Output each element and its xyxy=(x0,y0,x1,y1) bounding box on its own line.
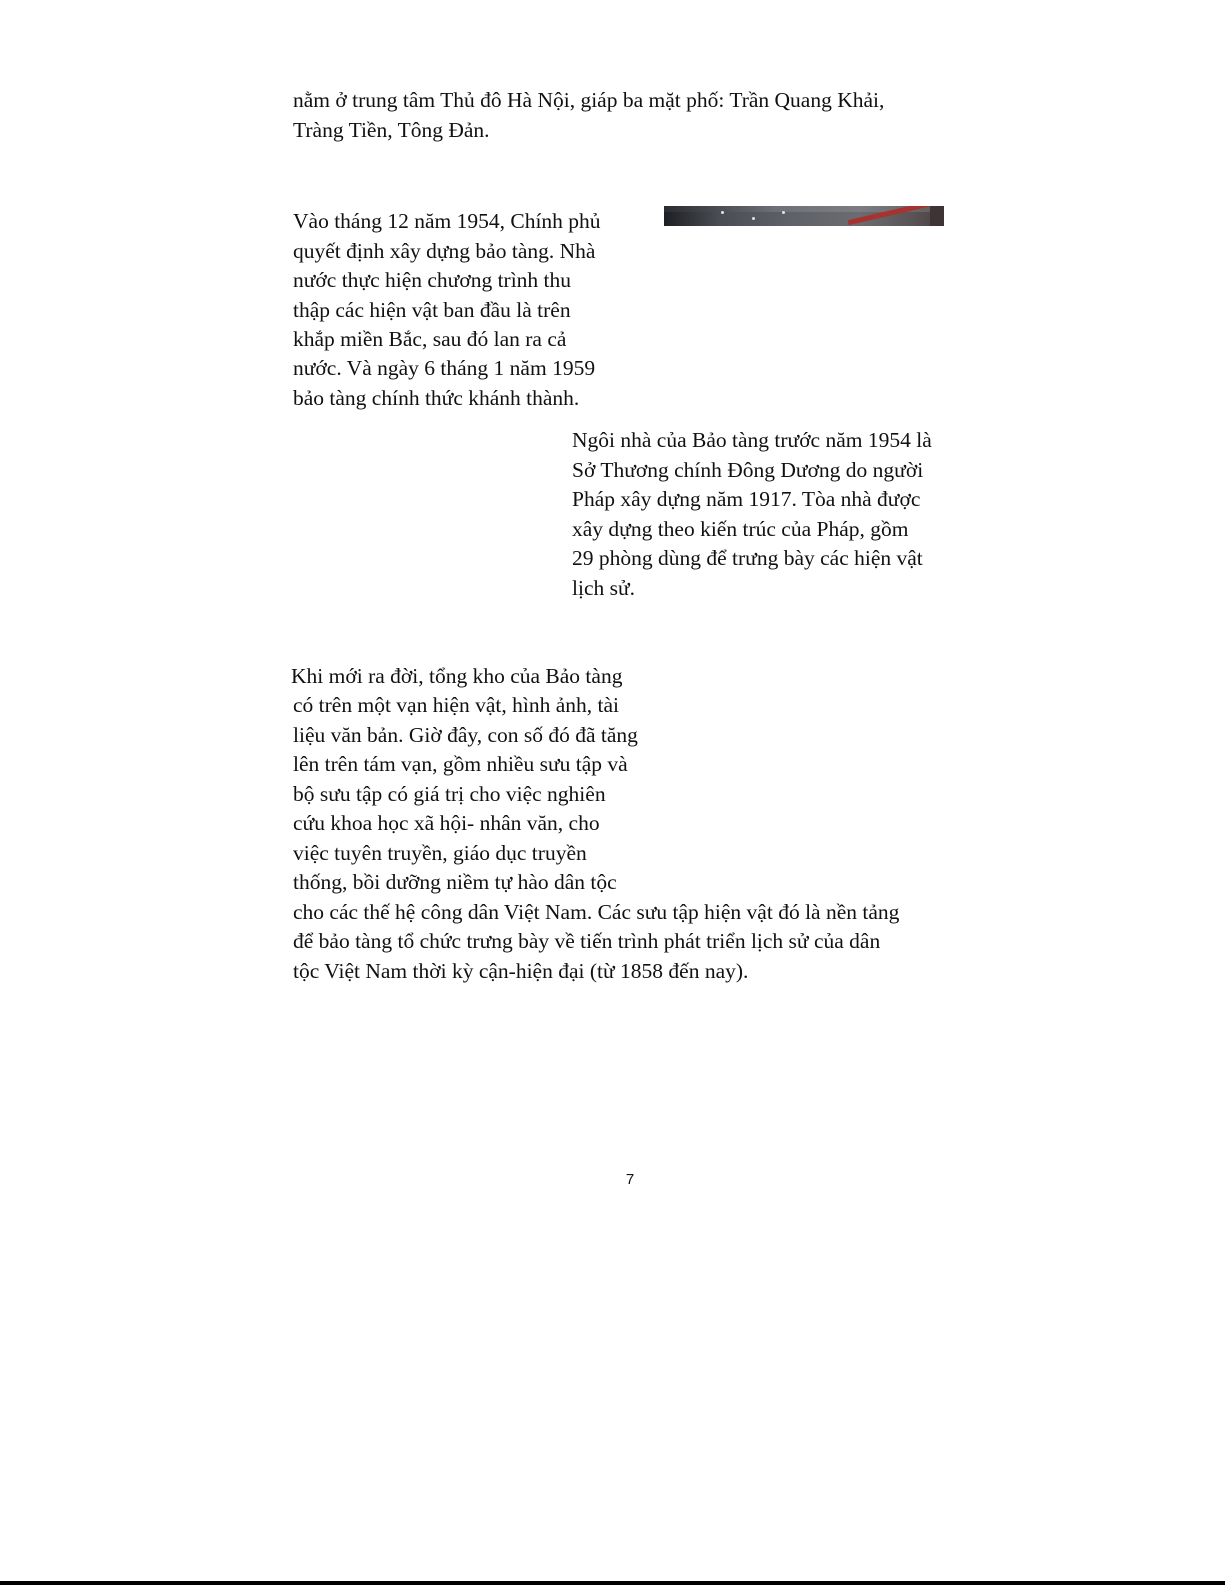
text-line: có trên một vạn hiện vật, hình ảnh, tài xyxy=(293,693,619,717)
ceiling-light xyxy=(752,217,755,220)
text-line: Sở Thương chính Đông Dương do người xyxy=(572,458,924,482)
text-line: nằm ở trung tâm Thủ đô Hà Nội, giáp ba mặt phố: Trần Quang Khải, xyxy=(293,88,885,112)
text-line: cho các thế hệ công dân Việt Nam. Các sưu tập hiện vật đó là nền tảng xyxy=(293,900,900,924)
text-line: Tràng Tiền, Tông Đản. xyxy=(293,118,490,142)
text-line: xây dựng theo kiến trúc của Pháp, gồm xyxy=(572,517,909,541)
ceiling-light xyxy=(721,211,724,214)
museum-photo xyxy=(664,206,944,226)
photo-wall xyxy=(930,206,944,226)
ceiling-light xyxy=(782,211,785,214)
text-line: bảo tàng chính thức khánh thành. xyxy=(293,386,580,410)
text-line: lịch sử. xyxy=(572,576,636,600)
page-number: 7 xyxy=(625,1171,635,1188)
text-line: nước. Và ngày 6 tháng 1 năm 1959 xyxy=(293,356,596,380)
text-line: thống, bồi dưỡng niềm tự hào dân tộc xyxy=(293,870,617,894)
text-line: việc tuyên truyền, giáo dục truyền xyxy=(293,841,587,865)
page-bottom-border xyxy=(0,1581,1225,1585)
text-line: khắp miền Bắc, sau đó lan ra cả xyxy=(293,327,567,351)
text-line: Pháp xây dựng năm 1917. Tòa nhà được xyxy=(572,487,921,511)
text-line: bộ sưu tập có giá trị cho việc nghiên xyxy=(293,782,606,806)
text-line: cứu khoa học xã hội- nhân văn, cho xyxy=(293,811,600,835)
text-line: thập các hiện vật ban đầu là trên xyxy=(293,298,571,322)
text-line: Ngôi nhà của Bảo tàng trước năm 1954 là xyxy=(572,428,932,452)
text-line: Khi mới ra đời, tổng kho của Bảo tàng xyxy=(291,664,623,688)
text-line: nước thực hiện chương trình thu xyxy=(293,268,572,292)
text-line: Vào tháng 12 năm 1954, Chính phủ xyxy=(293,209,601,233)
text-line: liệu văn bản. Giờ đây, con số đó đã tăng xyxy=(293,723,638,747)
text-line: để bảo tàng tổ chức trưng bày về tiến trình phát triển lịch sử của dân xyxy=(293,929,881,953)
text-line: 29 phòng dùng để trưng bày các hiện vật xyxy=(572,546,923,570)
text-line: quyết định xây dựng bảo tàng. Nhà xyxy=(293,239,596,263)
text-line: lên trên tám vạn, gồm nhiều sưu tập và xyxy=(293,752,628,776)
text-line: tộc Việt Nam thời kỳ cận-hiện đại (từ 1858 đến nay). xyxy=(293,959,749,983)
